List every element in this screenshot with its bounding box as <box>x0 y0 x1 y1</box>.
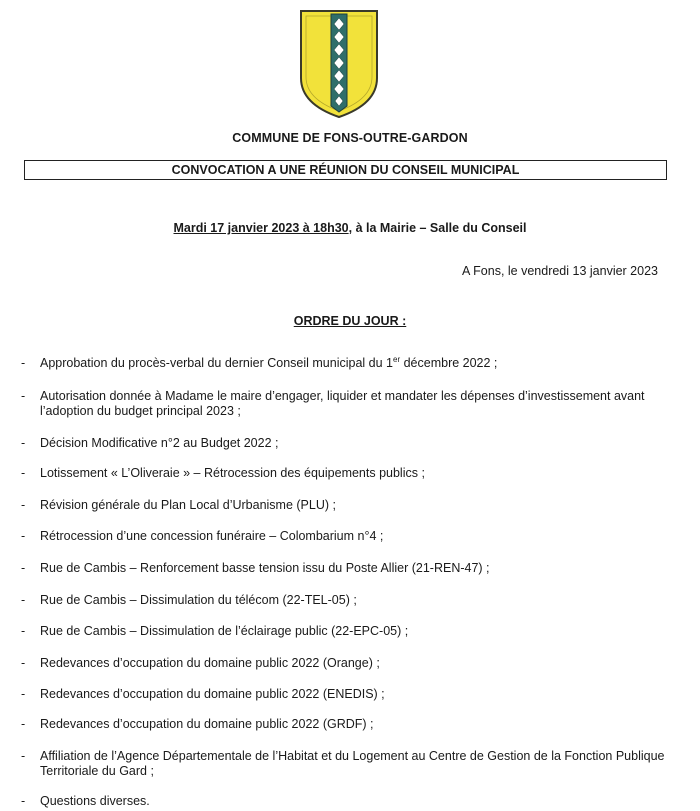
agenda-item-text: Rue de Cambis – Dissimulation du télécom (22-TEL-05) ; <box>40 593 357 607</box>
agenda-item-text: Révision générale du Plan Local d’Urbanisme (PLU) ; <box>40 498 336 512</box>
agenda-item-text: Rue de Cambis – Dissimulation de l’éclairage public (22-EPC-05) ; <box>40 624 409 638</box>
agenda-item-text: Rétrocession d’une concession funéraire – Colombarium n°4 ; <box>40 529 384 543</box>
agenda-item-text: Redevances d’occupation du domaine public 2022 (Orange) ; <box>40 656 380 670</box>
agenda-item-text: Autorisation donnée à Madame le maire d’engager, liquider et mandater les dépenses d’investissement avant l’adoption du budget principal 2023 ; <box>40 389 645 418</box>
bullet-dash: - <box>21 749 26 763</box>
bullet-dash: - <box>21 529 26 543</box>
agenda-item-text: Approbation du procès-verbal du dernier Conseil municipal du 1er décembre 2022 ; <box>40 355 498 370</box>
bullet-dash: - <box>21 436 26 450</box>
meeting-line <box>0 221 700 235</box>
bullet-dash: - <box>21 687 26 701</box>
bullet-dash: - <box>21 624 26 638</box>
bullet-dash: - <box>21 498 26 512</box>
commune-title: COMMUNE DE FONS-OUTRE-GARDON <box>232 131 468 145</box>
meeting-place: , à la Mairie – Salle du Conseil <box>348 221 527 235</box>
agenda-item-text: Questions diverses. <box>40 794 150 808</box>
bullet-dash: - <box>21 356 26 370</box>
convocation-title: CONVOCATION A UNE RÉUNION DU CONSEIL MUNICIPAL <box>24 160 667 180</box>
bullet-dash: - <box>21 466 26 480</box>
bullet-dash: - <box>21 561 26 575</box>
bullet-dash: - <box>21 389 26 403</box>
agenda-title: ORDRE DU JOUR : <box>293 314 407 328</box>
meeting-date: Mardi 17 janvier 2023 à 18h30 <box>173 221 349 235</box>
bullet-dash: - <box>21 794 26 808</box>
agenda-item-text: Rue de Cambis – Renforcement basse tension issu du Poste Allier (21-REN-47) ; <box>40 561 490 575</box>
bullet-dash: - <box>21 656 26 670</box>
coat-of-arms-icon <box>298 8 380 120</box>
date-line: A Fons, le vendredi 13 janvier 2023 <box>462 264 658 278</box>
agenda-item-text: Redevances d’occupation du domaine public 2022 (GRDF) ; <box>40 717 374 731</box>
bullet-dash: - <box>21 717 26 731</box>
agenda-item-text: Redevances d’occupation du domaine public 2022 (ENEDIS) ; <box>40 687 385 701</box>
bullet-dash: - <box>21 593 26 607</box>
agenda-item-text: Décision Modificative n°2 au Budget 2022 ; <box>40 436 279 450</box>
agenda-item-text: Affiliation de l’Agence Départementale de l’Habitat et du Logement au Centre de Gestion de la Fonction Publique Territoriale du Gard ; <box>40 749 665 778</box>
agenda-item-text: Lotissement « L’Oliveraie » – Rétrocession des équipements publics ; <box>40 466 425 480</box>
